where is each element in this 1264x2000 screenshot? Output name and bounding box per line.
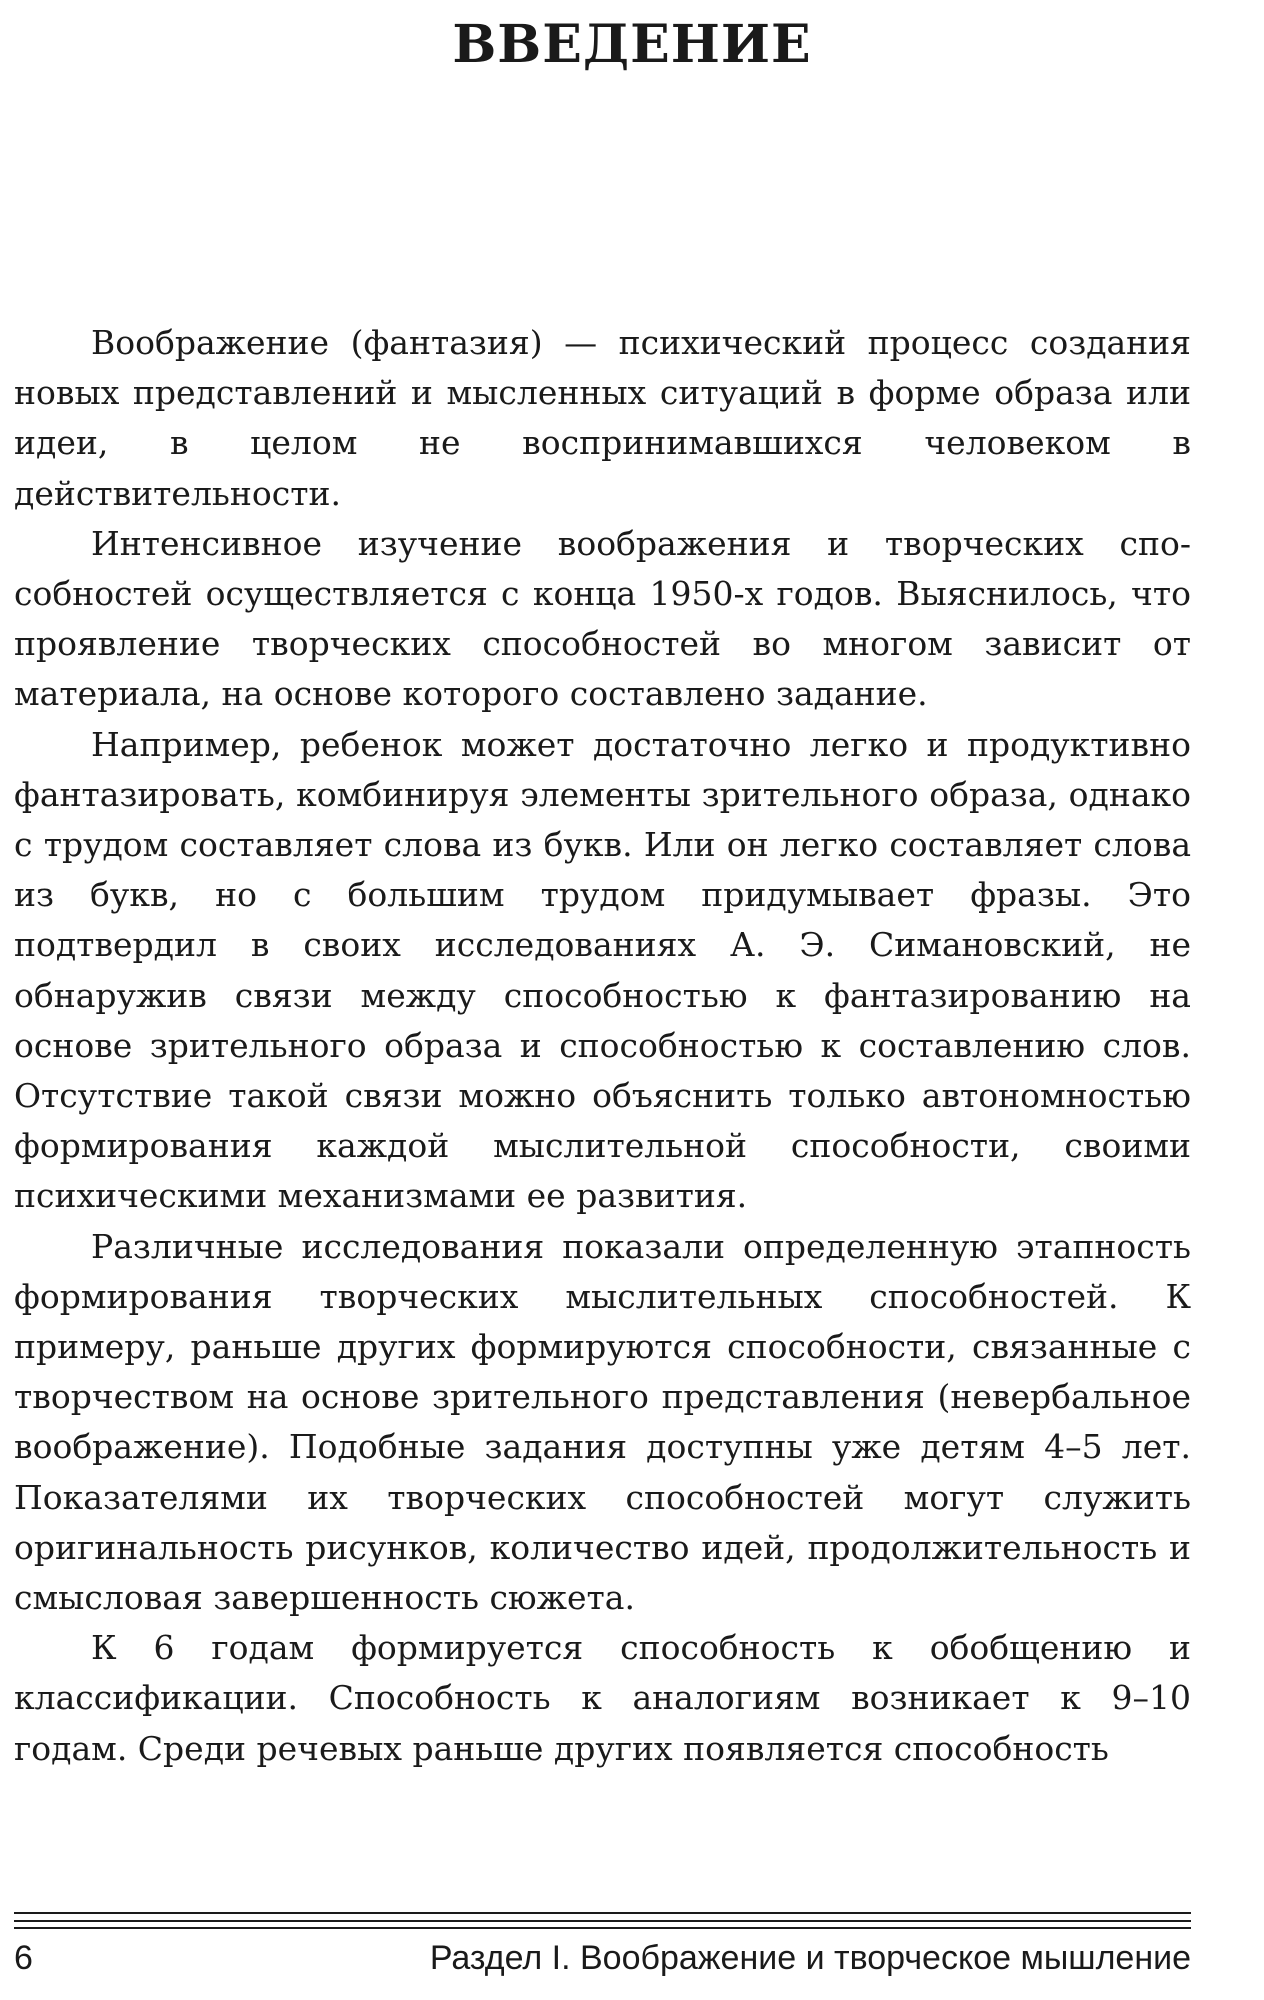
paragraph-1: Воображение (фантазия) — психический процесс создания новых представлений и мысленных ситуаций в форме образа или идеи, в целом не воспринимавшихся человеком в действительности.: [14, 323, 1191, 513]
footer-rule-top: [14, 1912, 1191, 1914]
paragraph-3: Например, ребенок может достаточно легко и продуктивно фантазировать, комбинируя элементы зрительного образа, однако с трудом составляет слова из букв. Или он легко составляет слова из букв, но с большим трудом придумывает фразы. Это подтвердил в своих исследованиях А. Э. Симановский, не обнаружив связи между способностью к фантазированию на основе зрительного образа и способностью к составлению слов. Отсутствие такой связи можно объяснить только автономностью формирования каждой мыслительной способности, своими психическими механизмами ее развития.: [14, 724, 1191, 1216]
paragraph-4: Различные исследования показали определенную этапность формирования творческих мыслительных способностей. К примеру, раньше других формируются способности, связанные с творчеством на основе зрительного представления (невербальное воображение). Подобные задания доступны уже детям 4–5 лет. Показателями их творческих способностей могут служить оригинальность рисунков, количество идей, продолжительность и смысловая завершенность сюжета.: [14, 1226, 1191, 1618]
paragraph-5: К 6 годам формируется способность к обобщению и классификации. Способность к аналогиям возникает к 9–10 годам. Среди речевых раньше других появляется способность: [14, 1628, 1191, 1768]
body-text: [14, 318, 1191, 1774]
running-head: Раздел I. Воображение и творческое мышление: [429, 1939, 1191, 1977]
footer-rule-bottom: [14, 1927, 1191, 1929]
page-number: 6: [14, 1939, 33, 1977]
paragraph-2: Интенсивное изучение воображения и творческих способностей осуществляется с конца 1950-х годов. Выяснилось, что проявление творческих способностей во многом зависит от материала, на основе которого составлено задание.: [14, 523, 1191, 714]
footer-rule-middle: [14, 1920, 1191, 1922]
page-title: ВВЕДЕНИЕ: [452, 14, 812, 75]
